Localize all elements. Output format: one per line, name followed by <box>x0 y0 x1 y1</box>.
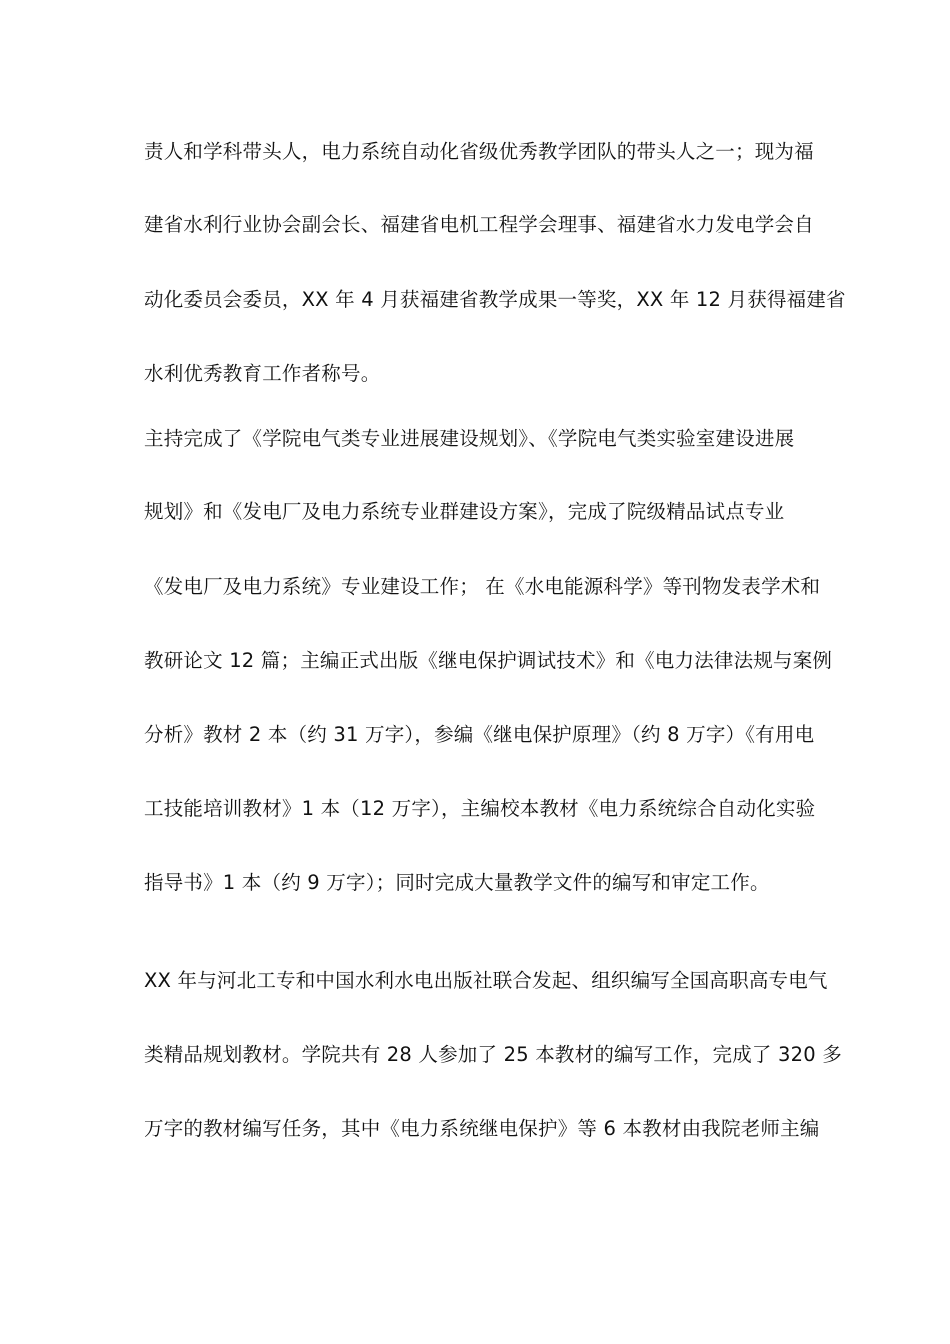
text-line-4: 水利优秀教育工作者称号。 <box>144 362 381 385</box>
text-line-5: 主持完成了《学院电气类专业进展建设规划》、《学院电气类实验室建设进展 <box>144 427 795 450</box>
text-line-9: 分析》教材 2 本（约 31 万字），参编《继电保护原理》（约 8 万字）《有用电 <box>144 723 815 746</box>
text-line-1: 责人和学科带头人，电力系统自动化省级优秀教学团队的带头人之一；现为福 <box>144 140 814 163</box>
text-line-2: 建省水利行业协会副会长、福建省电机工程学会理事、福建省水力发电学会自 <box>144 213 814 236</box>
text-line-7: 《发电厂及电力系统》专业建设工作； 在《水电能源科学》等刊物发表学术和 <box>144 575 821 598</box>
text-line-12: XX 年与河北工专和中国水利水电出版社联合发起、组织编写全国高职高专电气 <box>144 969 828 992</box>
text-line-14: 万字的教材编写任务，其中《电力系统继电保护》等 6 本教材由我院老师主编 <box>144 1117 820 1140</box>
text-line-10: 工技能培训教材》1 本（12 万字），主编校本教材《电力系统综合自动化实验 <box>144 797 816 820</box>
text-line-13: 类精品规划教材。学院共有 28 人参加了 25 本教材的编写工作，完成了 320 多 <box>144 1043 842 1066</box>
text-line-6: 规划》和《发电厂及电力系统专业群建设方案》，完成了院级精品试点专业 <box>144 500 785 523</box>
text-line-11: 指导书》1 本（约 9 万字）；同时完成大量教学文件的编写和审定工作。 <box>144 871 770 894</box>
text-line-8: 教研论文 12 篇；主编正式出版《继电保护调试技术》和《电力法律法规与案例 <box>144 649 833 672</box>
text-line-3: 动化委员会委员，XX 年 4 月获福建省教学成果一等奖，XX 年 12 月获得福建省 <box>144 288 846 311</box>
